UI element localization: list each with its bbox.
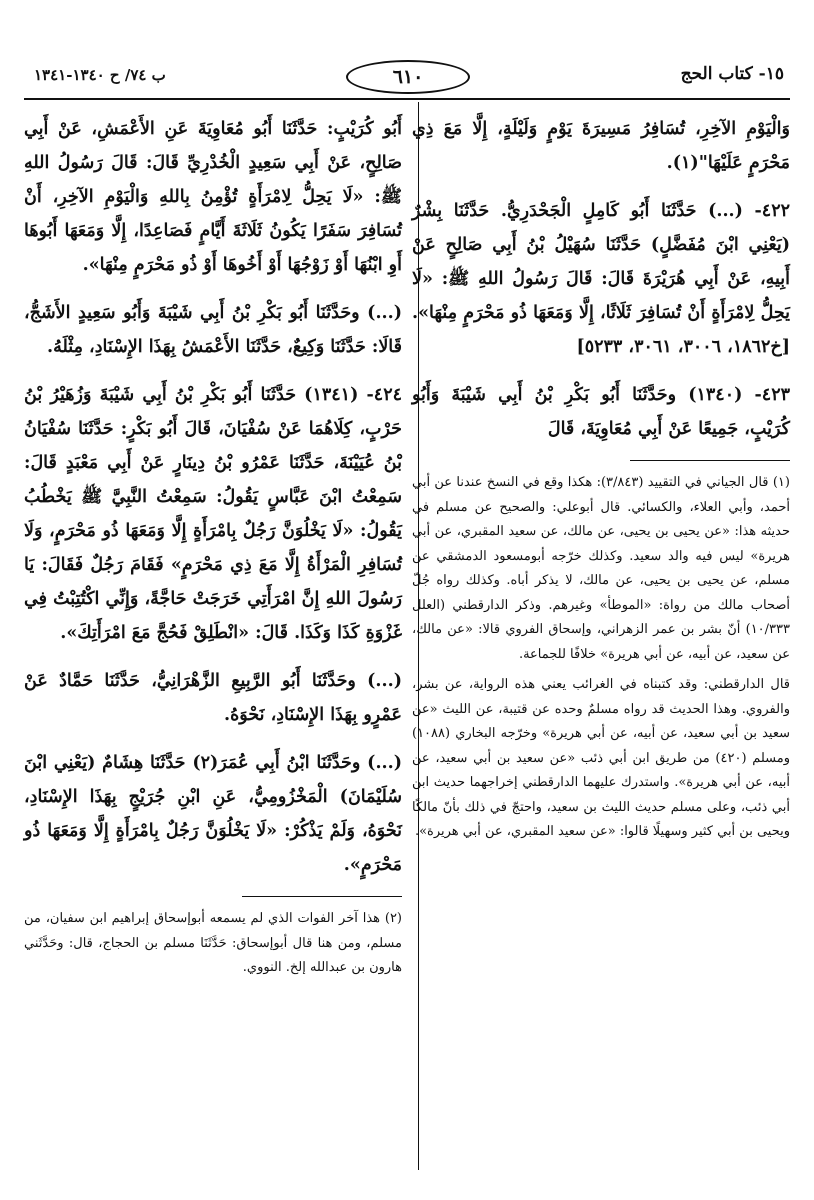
right-column-text — [412, 112, 790, 446]
hadith-paragraph: أَبُو كُرَيْبٍ: حَدَّثَنَا أَبُو مُعَاوِيَةَ عَنِ الأَعْمَشِ، عَنْ أَبِي صَالِحٍ، عَنْ أَبِي سَعِيدٍ الْخُدْرِيِّ قَالَ: قَالَ رَسُولُ اللهِ ﷺ: «لَا يَحِلُّ لِامْرَأَةٍ تُؤْمِنُ بِاللهِ وَالْيَوْمِ الآخِرِ، أَنْ تُسَافِرَ سَفَرًا يَكُونُ ثَلَاثَةَ أَيَّامٍ فَصَاعِدًا، إِلَّا وَمَعَهَا أَبُوهَا أَوِ ابْنُهَا أَوْ زَوْجُهَا أَوْ أَخُوهَا أَوْ ذُو مَحْرَمٍ مِنْهَا». — [24, 119, 402, 275]
chapter-title: ١٥- كتاب الحج — [680, 64, 784, 84]
right-column — [412, 112, 790, 851]
left-footnotes — [24, 907, 402, 981]
hadith-paragraph: وَالْيَوْمِ الآخِرِ، تُسَافِرُ مَسِيرَةَ يَوْمٍ وَلَيْلَةٍ، إِلَّا مَعَ ذِي مَحْرَمٍ عَلَيْهَا"(١). — [412, 119, 790, 173]
footnote: قال الدارقطني: وقد كتبناه في الغرائب يعني هذه الرواية، عن بشر، والفروي. وهذا الحديث قد رواه مسلمٌ وحده عن قتيبة، عن الليث «عن سعيد بن أبي سعيد، عن أبيه، عن أبي هريرة» وخرّجه البخاري (١٠٨٨) ومسلم (٤٢٠) من طريق ابن أبي ذئب «عن سعيد بن أبي سعيد، عن أبيه، عن أبي هريرة». واستدرك عليهما الدارقطني إخراجهما حديث ابن أبي ذئب، وعلى مسلم حديث الليث بن سعيد، واحتجّ في ذلك بأنّ مالكًا ويحيى بن أبي كثير وسهيلًا قالوا: «عن سعيد المقبري، عن أبي هريرة». — [412, 677, 791, 839]
hadith-paragraph: (...) وحَدَّثَنَا أَبُو الرَّبِيعِ الزَّهْرَانِيُّ، حَدَّثَنَا حَمَّادٌ عَنْ عَمْرٍو بِهَذَا الإِسْنَادِ، نَحْوَهُ. — [24, 671, 402, 725]
hadith-paragraph: (...) وحَدَّثَنَا ابْنُ أَبِي عُمَرَ(٢) حَدَّثَنَا هِشَامٌ (يَعْنِي ابْنَ سُلَيْمَانَ) الْمَخْزُومِيُّ، عَنِ ابْنِ جُرَيْجٍ بِهَذَا الإِسْنَادِ، نَحْوَهُ، وَلَمْ يَذْكُرْ: «لَا يَخْلُوَنَّ رَجُلٌ بِامْرَأَةٍ إِلَّا وَمَعَهَا ذُو مَحْرَمٍ». — [24, 753, 402, 875]
footnote: (١) قال الجياني في التقييد (٣/٨٤٣): هكذا وقع في النسخ عندنا عن أبي أحمد، وأبي العلاء، والكسائي. قال أبوعلي: والصحيح عن مسلم في حديثه هذا: «عن يحيى بن يحيى، عن مالك، عن سعيد المقبري، عن أبي هريرة» ليس فيه والد سعيد. وكذلك خرّجه أبومسعود الدمشقي عن مسلم، عن يحيى بن يحيى، عن مالك، لا يذكر أباه. وكذلك رواه جُلّ أصحاب مالك من رواة: «الموطأ» وغيرهم. وذكر الدارقطني (العلل ١٠/٣٣٣) أنّ بشر بن عمر الزهراني، وإسحاق الفروي قالا: «عن مالك، عن سعيد، عن أبيه، عن أبي هريرة» خلافًا للجماعة. — [412, 475, 790, 662]
running-header — [24, 58, 790, 98]
page-number: ٦١٠ — [346, 60, 470, 94]
header-rule — [24, 98, 790, 100]
footnote: (٢) هذا آخر الفوات الذي لم يسمعه أبوإسحاق إبراهيم ابن سفيان، من مسلم، ومن هنا قال أبوإسحاق: حَدَّثَنَا مسلم بن الحجاج، قال: وحَدَّثَني هارون بن عبدالله إلخ. النووي. — [24, 911, 402, 975]
right-footnotes — [412, 471, 790, 845]
hadith-paragraph: ٤٢٤- (١٣٤١) حَدَّثَنَا أَبُو بَكْرِ بْنُ أَبِي شَيْبَةَ وَزُهَيْرُ بْنُ حَرْبٍ، كِلَاهُمَا عَنْ سُفْيَانَ، قَالَ أَبُو بَكْرٍ: حَدَّثَنَا سُفْيَانُ بْنُ عُيَيْنَةَ، حَدَّثَنَا عَمْرُو بْنُ دِينَارٍ عَنْ أَبِي مَعْبَدٍ قَالَ: سَمِعْتُ ابْنَ عَبَّاسٍ يَقُولُ: سَمِعْتُ النَّبِيَّ ﷺ يَخْطُبُ يَقُولُ: «لَا يَخْلُوَنَّ رَجُلٌ بِامْرَأَةٍ إِلَّا وَمَعَهَا ذُو مَحْرَمٍ، وَلَا تُسَافِرِ الْمَرْأَةُ إِلَّا مَعَ ذِي مَحْرَمٍ» فَقَامَ رَجُلٌ فَقَالَ: يَا رَسُولَ اللهِ إِنَّ امْرَأَتِي خَرَجَتْ حَاجَّةً، وَإِنِّي اكْتُتِبْتُ فِي غَزْوَةِ كَذَا وَكَذَا. قَالَ: «انْطَلِقْ فَحُجَّ مَعَ امْرَأَتِكَ». — [24, 385, 402, 643]
hadith-paragraph: ٤٢٢- (...) حَدَّثَنَا أَبُو كَامِلٍ الْجَحْدَرِيُّ. حَدَّثَنَا بِشْرٌ (يَعْنِي ابْنَ مُفَضَّلٍ) حَدَّثَنَا سُهَيْلُ بْنُ أَبِي صَالِحٍ عَنْ أَبِيهِ، عَنْ أَبِي هُرَيْرَةَ قَالَ: قَالَ رَسُولُ اللهِ ﷺ: «لَا يَحِلُّ لِامْرَأَةٍ أَنْ تُسَافِرَ ثَلَاثًا، إِلَّا وَمَعَهَا ذُو مَحْرَمٍ مِنْهَا». [خ١٨٦٢، ٣٠٠٦، ٣٠٦١، ٥٢٣٣] — [412, 201, 790, 357]
footnote-rule — [242, 896, 402, 897]
section-reference: ب ٧٤/ ح ١٣٤٠-١٣٤١ — [34, 66, 166, 84]
footnote-rule — [630, 460, 790, 461]
hadith-paragraph: ٤٢٣- (١٣٤٠) وحَدَّثَنَا أَبُو بَكْرِ بْنُ أَبِي شَيْبَةَ وَأَبُو كُرَيْبٍ، جَمِيعًا عَنْ أَبِي مُعَاوِيَةَ، قَالَ — [412, 385, 790, 439]
left-column — [24, 112, 402, 987]
left-column-text — [24, 112, 402, 882]
hadith-paragraph: (...) وحَدَّثَنَا أَبُو بَكْرِ بْنُ أَبِي شَيْبَةَ وَأَبُو سَعِيدٍ الأَشَجُّ، قَالَا: حَدَّثَنَا وَكِيعٌ، حَدَّثَنَا الأَعْمَشُ بِهَذَا الإِسْنَادِ، مِثْلَهُ. — [24, 303, 402, 357]
